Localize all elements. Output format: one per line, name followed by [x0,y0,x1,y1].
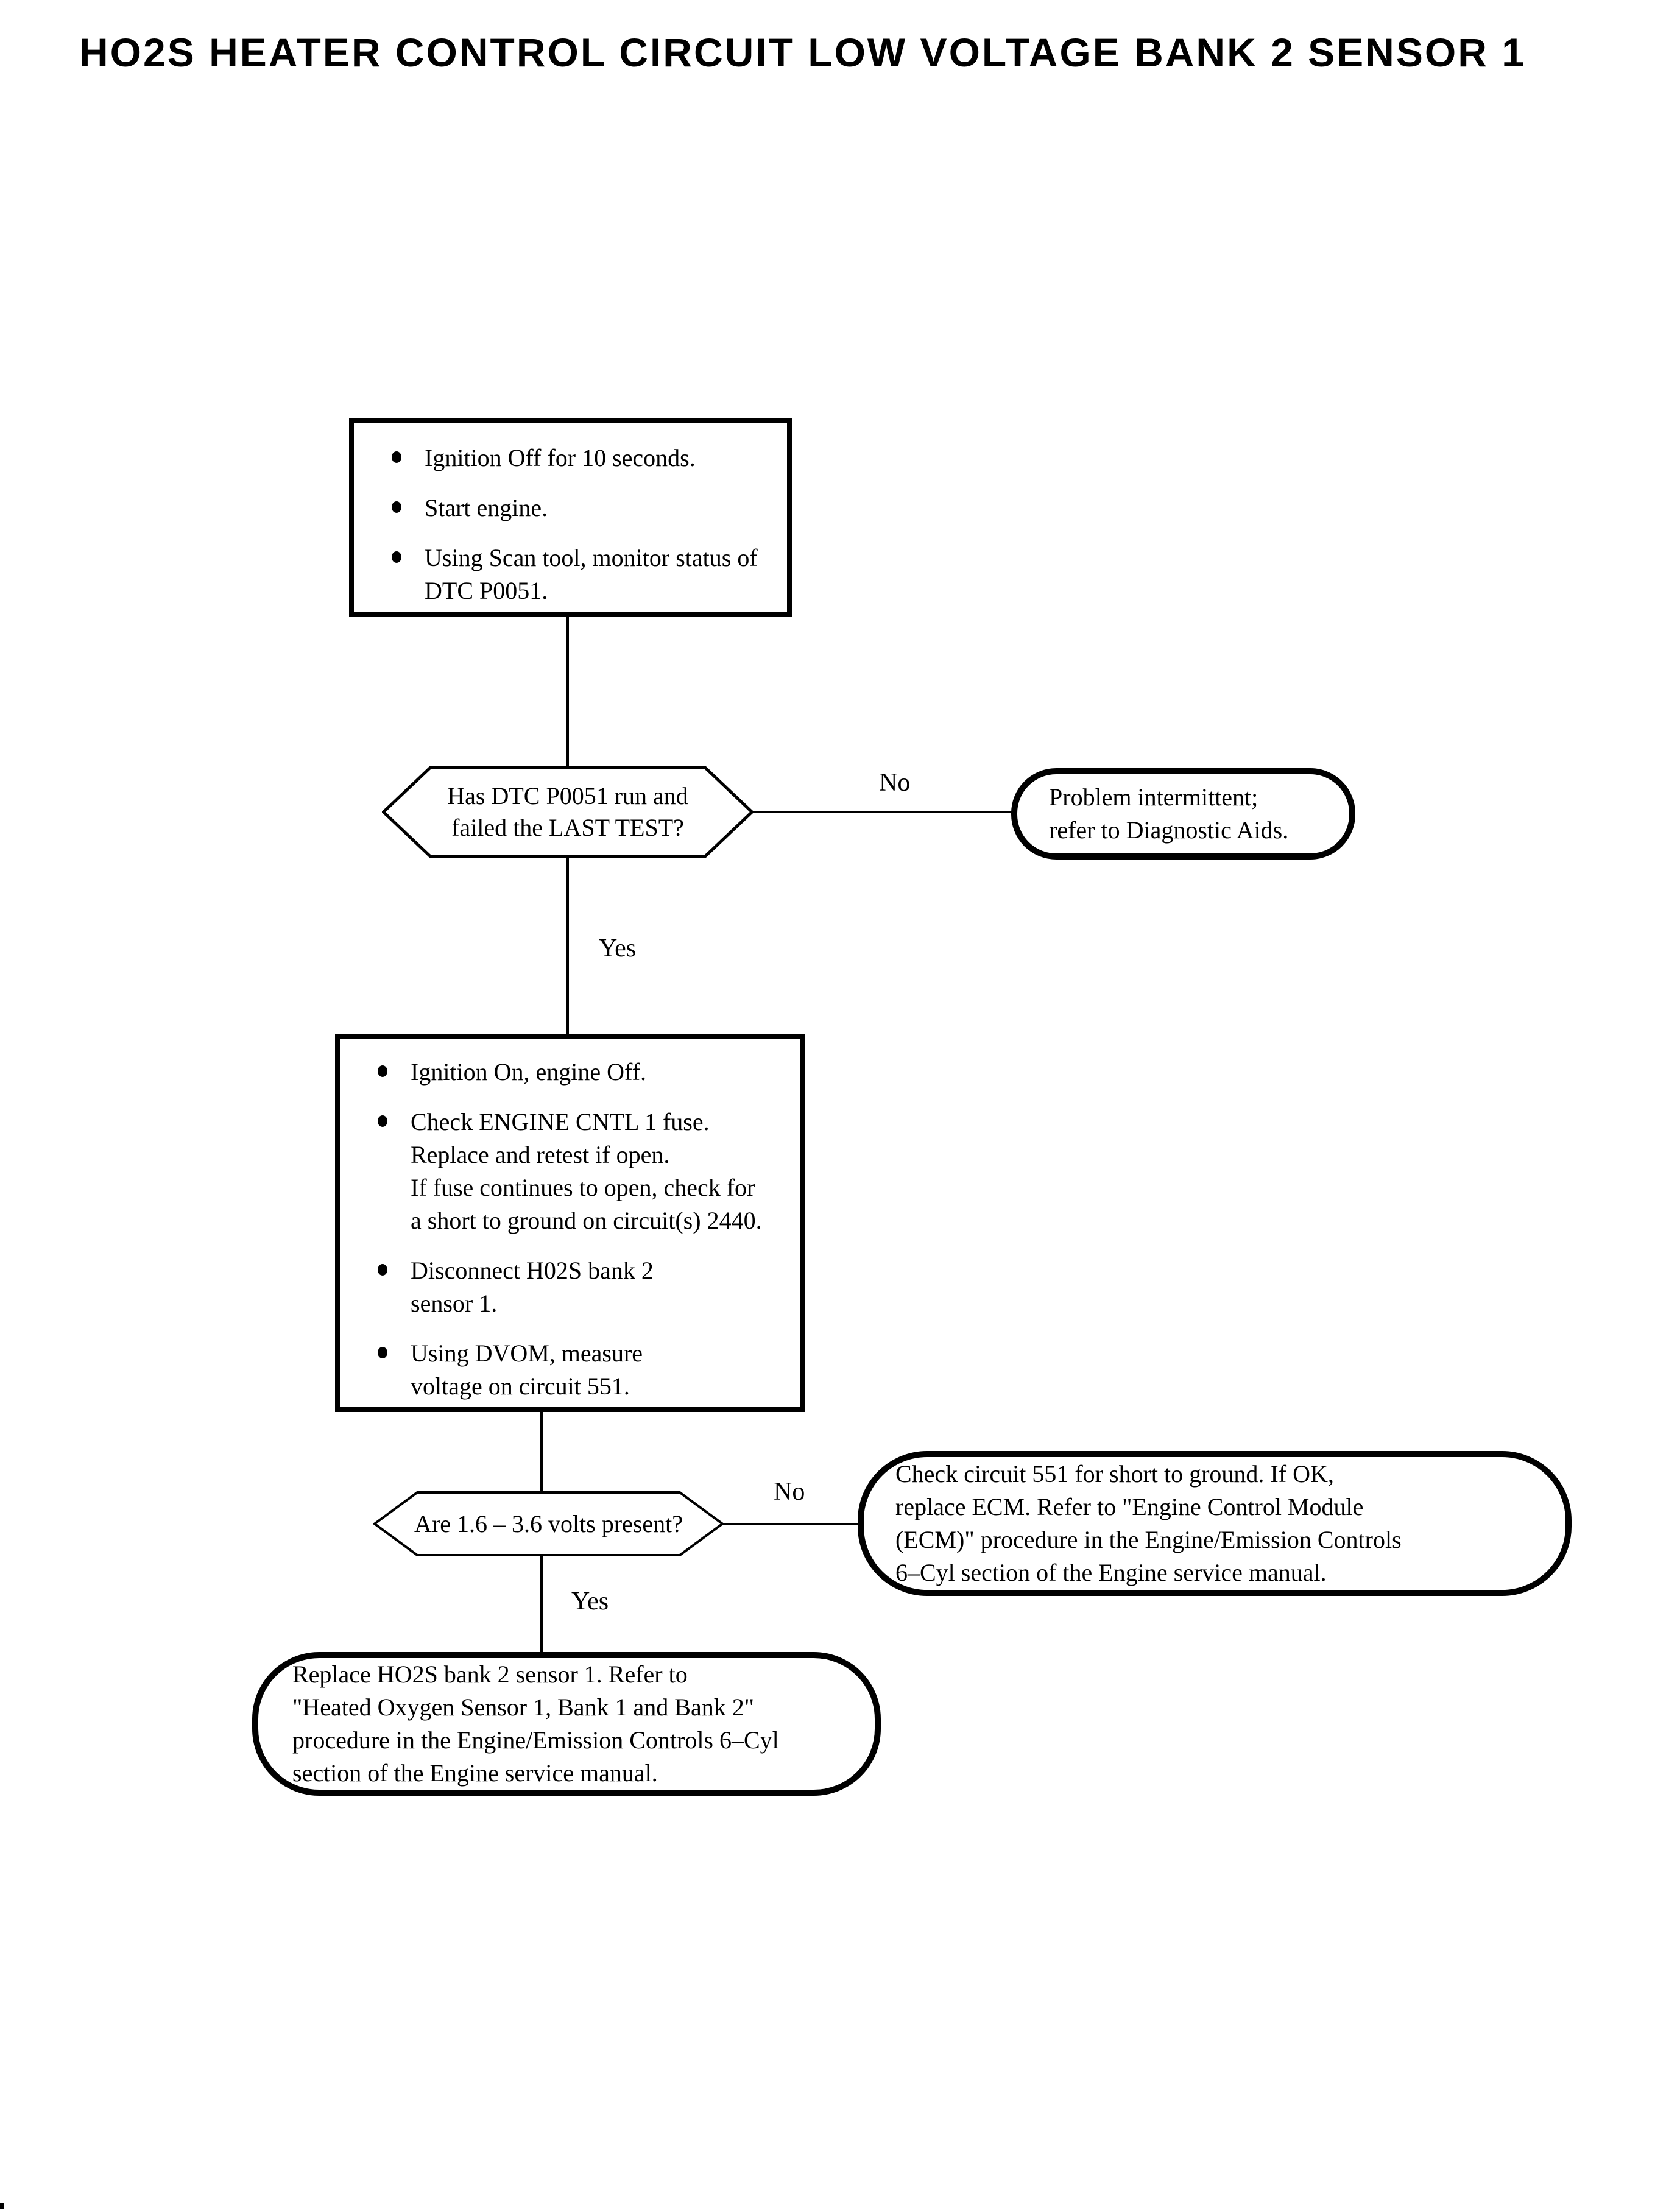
step2-bullet-list [340,1056,800,1403]
bullet-dot-icon [378,1115,387,1127]
bullet-item [340,1254,800,1320]
scan-artifact-mark [0,2203,4,2209]
bullet-item [340,1106,800,1237]
bullet-text: Check ENGINE CNTL 1 fuse. Replace and retest if open. If fuse continues to open, check for a short to ground on circuit(s) 2440. [411,1108,762,1234]
bullet-dot-icon [392,451,401,463]
bullet-dot-icon [392,551,401,563]
step2-process-box [335,1034,805,1412]
bullet-item [354,442,787,475]
decision2-no-label: No [774,1478,805,1506]
bullet-dot-icon [392,501,401,513]
bullet-text: Disconnect H02S bank 2 sensor 1. [411,1257,654,1317]
bullet-text: Start engine. [425,494,548,521]
decision1-hexagon [382,766,754,858]
terminal3-replace-ho2s [252,1652,881,1796]
terminal2-check-circuit-551 [858,1451,1572,1596]
connector-step2-decision2 [540,1411,543,1492]
step1-process-box [349,418,792,617]
connector-decision2-terminal3 [540,1555,543,1653]
bullet-item [354,542,787,607]
bullet-text: Ignition Off for 10 seconds. [425,444,696,471]
decision1-yes-label: Yes [599,934,637,962]
page-title: HO2S HEATER CONTROL CIRCUIT LOW VOLTAGE BANK 2 SENSOR 1 [79,30,1526,75]
bullet-dot-icon [378,1065,387,1077]
decision2-yes-label: Yes [571,1587,609,1615]
terminal1-problem-intermittent [1011,768,1355,860]
connector-decision2-no [722,1523,859,1525]
bullet-text: Ignition On, engine Off. [411,1058,646,1086]
decision1-no-label: No [879,769,911,797]
bullet-item [354,492,787,524]
bullet-item [340,1056,800,1089]
terminal3-text: Replace HO2S bank 2 sensor 1. Refer to "Heated Oxygen Sensor 1, Bank 1 and Bank 2" procedure in the Engine/Emission Controls 6–Cyl section of the Engine service manual. [292,1661,779,1787]
bullet-item [340,1337,800,1403]
decision1-text: Has DTC P0051 run and failed the LAST TEST? [447,782,688,841]
connector-decision1-step2 [566,856,569,1035]
decision2-hexagon [373,1491,724,1556]
connector-decision1-no [752,811,1012,813]
bullet-text: Using DVOM, measure voltage on circuit 551. [411,1340,643,1400]
bullet-dot-icon [378,1347,387,1358]
decision2-text: Are 1.6 – 3.6 volts present? [414,1509,683,1537]
step1-bullet-list [354,442,787,607]
connector-step1-decision1 [566,615,569,768]
terminal1-text: Problem intermittent; refer to Diagnostic Aids. [1049,783,1289,844]
bullet-dot-icon [378,1264,387,1276]
terminal2-text: Check circuit 551 for short to ground. If OK, replace ECM. Refer to "Engine Control Module (ECM)" procedure in the Engine/Emission Controls 6–Cyl section of the Engine service manual. [895,1460,1402,1586]
bullet-text: Using Scan tool, monitor status of DTC P0051. [425,544,758,604]
